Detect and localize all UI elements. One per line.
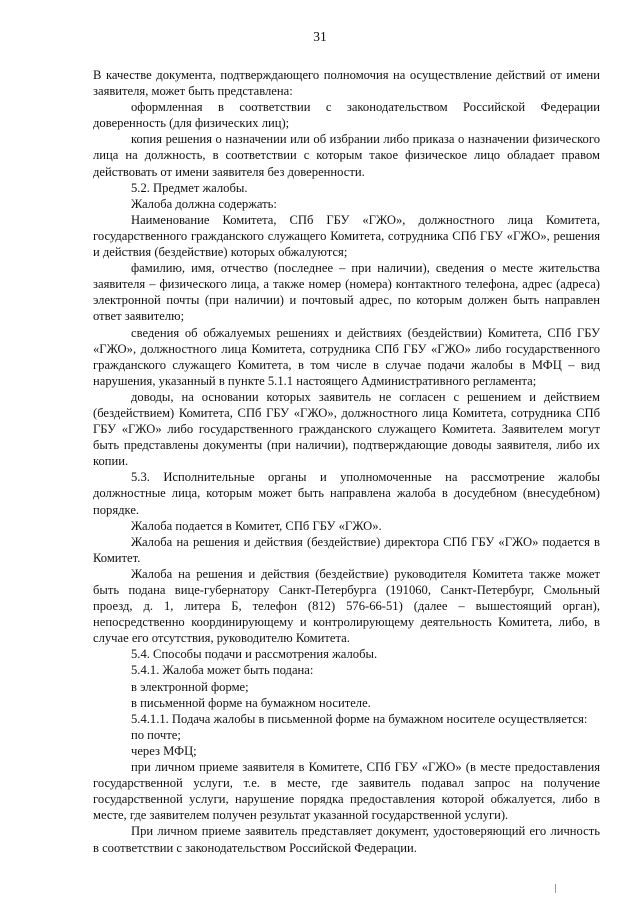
paragraph-power-of-attorney: оформленная в соответствии с законодательством Российской Федерации доверенность (для физических лиц); bbox=[93, 100, 600, 131]
scan-artifact-mark bbox=[555, 884, 559, 893]
paragraph-authority-document: В качестве документа, подтверждающего полномочия на осуществление действий от имени заявителя, может быть представлена: bbox=[93, 68, 600, 99]
paragraph-complaint-contents: Жалоба должна содержать: bbox=[131, 196, 277, 211]
section-heading-5-4: 5.4. Способы подачи и рассмотрения жалобы. bbox=[131, 647, 378, 662]
paragraph-identity-document: При личном приеме заявитель представляет документ, удостоверяющий его личность в соответствии с законодательством Российской Федерации. bbox=[93, 824, 600, 855]
paragraph-applicant-details: фамилию, имя, отчество (последнее – при наличии), сведения о месте жительства заявителя – физического лица, а также номер (номера) контактного телефона, адрес (адреса) электронной почты (при наличии) и почтовый адрес, по которым должен быть направлен ответ заявителю; bbox=[93, 261, 600, 324]
paragraph-committee-name: Наименование Комитета, СПб ГБУ «ГЖО», должностного лица Комитета, государственного гражданского служащего Комитета, сотрудника СПб ГБУ «ГЖО», решения и действия (бездействие) которых обжалуются; bbox=[93, 212, 600, 260]
paragraph-appealed-decisions: сведения об обжалуемых решениях и действиях (бездействии) Комитета, СПб ГБУ «ГЖО», должностного лица Комитета, сотрудника СПб ГБУ «ГЖО» либо государственного гражданского служащего Комитета, в том числе в случае подачи жалобы в МФЦ – вид нарушения, указанный в пункте 5.1.1 настоящего Административного регламента; bbox=[93, 325, 600, 388]
list-item-paper: в письменной форме на бумажном носителе. bbox=[131, 695, 371, 710]
document-body bbox=[93, 67, 600, 856]
paragraph-appointment-decision: копия решения о назначении или об избрании либо приказа о назначении физического лица на должность, в соответствии с которым такое физическое лицо обладает правом действовать от имени заявителя без доверенности. bbox=[93, 132, 600, 179]
section-heading-5-2: 5.2. Предмет жалобы. bbox=[131, 180, 248, 195]
paragraph-director-complaint: Жалоба на решения и действия (бездействие) директора СПб ГБУ «ГЖО» подается в Комитет. bbox=[93, 534, 600, 565]
paragraph-arguments: доводы, на основании которых заявитель не согласен с решением и действием (бездействием) Комитета, СПб ГБУ «ГЖО», должностного лица Комитета, сотрудника СПб ГБУ «ГЖО» либо государственного гражданского служащего Комитета. Заявителем могут быть представлены документы (при наличии), подтверждающие доводы заявителя, либо их копии. bbox=[93, 389, 600, 469]
section-heading-5-4-1-1: 5.4.1.1. Подача жалобы в письменной форме на бумажном носителе осуществляется: bbox=[131, 711, 588, 726]
paragraph-complaint-submitted-to: Жалоба подается в Комитет, СПб ГБУ «ГЖО». bbox=[131, 518, 382, 533]
list-item-electronic: в электронной форме; bbox=[131, 679, 249, 694]
paragraph-head-complaint: Жалоба на решения и действия (бездействие) руководителя Комитета также может быть подана вице-губернатору Санкт-Петербурга (191060, Санкт-Петербург, Смольный проезд, д. 1, литера Б, телефон (812) 576-66-51) (далее – вышестоящий орган), непосредственно координирующему и контролирующему деятельность Комитета, либо, в случае его отсутствия, руководителю Комитета. bbox=[93, 566, 600, 646]
paragraph-personal-reception: при личном приеме заявителя в Комитете, СПб ГБУ «ГЖО» (в месте предоставления государственной услуги, т.е. в месте, где заявитель подавал запрос на получение государственной услуги, нарушение порядка предоставления которой обжалуется, либо в месте, где заявителем получен результат указанной государственной услуги). bbox=[93, 760, 600, 823]
section-heading-5-3: 5.3. Исполнительные органы и уполномоченные на рассмотрение жалобы должностные лица, которым может быть направлена жалоба в досудебном (внесудебном) порядке. bbox=[93, 470, 600, 517]
list-item-via-mfc: через МФЦ; bbox=[131, 743, 197, 758]
page-number: 31 bbox=[313, 29, 327, 44]
list-item-by-mail: по почте; bbox=[131, 727, 181, 742]
section-heading-5-4-1: 5.4.1. Жалоба может быть подана: bbox=[131, 663, 314, 678]
